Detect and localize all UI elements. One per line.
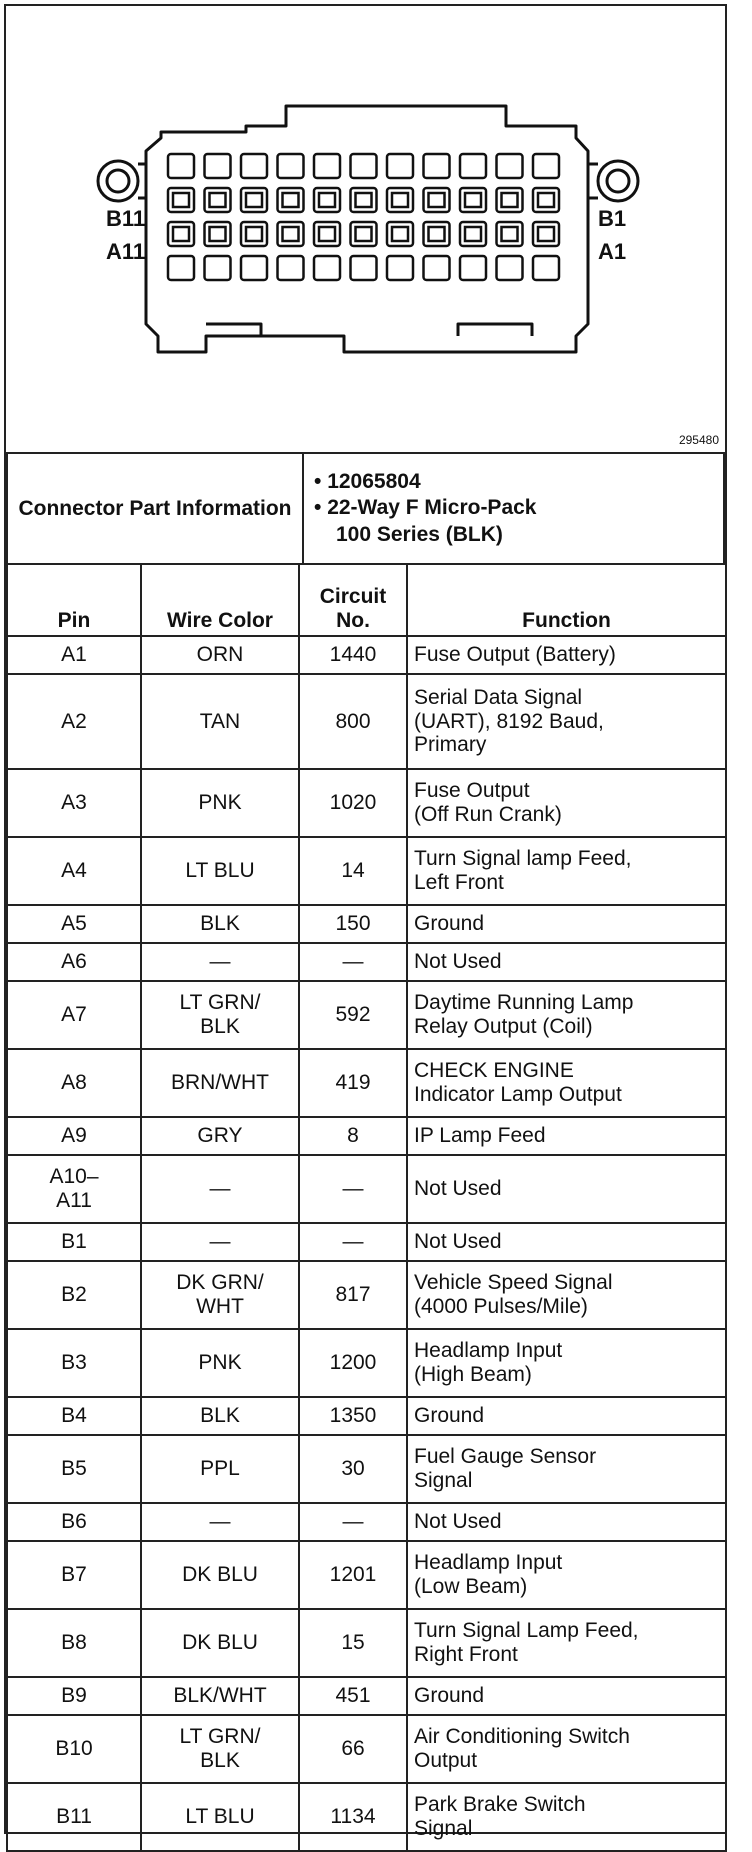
function-line: Park Brake Switch bbox=[414, 1793, 586, 1817]
connector-cavity bbox=[497, 154, 523, 178]
function-line: Ground bbox=[414, 912, 485, 936]
function-cell bbox=[407, 1677, 726, 1715]
pin-cell: B8 bbox=[7, 1609, 141, 1677]
connector-terminal bbox=[173, 193, 189, 207]
connector-terminal bbox=[356, 227, 372, 241]
function-line: Serial Data Signal bbox=[414, 686, 583, 710]
pin-cell: A6 bbox=[7, 943, 141, 981]
circuit-cell: 15 bbox=[299, 1609, 407, 1677]
connector-cavity bbox=[205, 154, 231, 178]
function-cell bbox=[407, 1329, 726, 1397]
header-function: Function bbox=[407, 564, 726, 636]
circuit-cell: 592 bbox=[299, 981, 407, 1049]
connector-cavity bbox=[168, 154, 194, 178]
connector-cavity bbox=[460, 256, 486, 280]
connector-terminal bbox=[173, 227, 189, 241]
header-circuit-line2: No. bbox=[336, 608, 370, 632]
function-line: Headlamp Input bbox=[414, 1339, 563, 1363]
table-row bbox=[7, 636, 726, 674]
table-row bbox=[7, 1329, 726, 1397]
connector-terminal bbox=[392, 227, 408, 241]
pin-cell: A8 bbox=[7, 1049, 141, 1117]
function-line: Signal bbox=[414, 1817, 473, 1840]
circuit-cell: — bbox=[299, 943, 407, 981]
connector-terminal bbox=[538, 193, 554, 207]
pin-cell: A1 bbox=[7, 636, 141, 674]
connector-terminal bbox=[465, 227, 481, 241]
connector-cavity bbox=[314, 154, 340, 178]
wire-color-cell: — bbox=[141, 1155, 299, 1223]
connector-terminal bbox=[210, 193, 226, 207]
function-cell bbox=[407, 1609, 726, 1677]
pin-cell: B10 bbox=[7, 1715, 141, 1783]
function-line: (Off Run Crank) bbox=[414, 803, 562, 826]
circuit-cell: 1440 bbox=[299, 636, 407, 674]
connector-terminal bbox=[502, 227, 518, 241]
connector-description-1: 22-Way F Micro-Pack bbox=[327, 496, 537, 520]
connector-terminal bbox=[429, 227, 445, 241]
pin-cell: A2 bbox=[7, 674, 141, 769]
pin-cell: B6 bbox=[7, 1503, 141, 1541]
connector-cavity bbox=[205, 256, 231, 280]
wire-color-cell: LT GRN/ BLK bbox=[141, 1715, 299, 1783]
connector-cavity bbox=[278, 154, 304, 178]
pin-cell: B5 bbox=[7, 1435, 141, 1503]
connector-terminal bbox=[538, 227, 554, 241]
connector-label-a1: A1 bbox=[598, 239, 627, 264]
function-cell bbox=[407, 1783, 726, 1851]
function-line: (High Beam) bbox=[414, 1363, 532, 1386]
circuit-cell: 1350 bbox=[299, 1397, 407, 1435]
function-line: Not Used bbox=[414, 1177, 502, 1201]
wire-color-cell: PNK bbox=[141, 769, 299, 837]
function-line: Not Used bbox=[414, 1510, 502, 1534]
function-line: Relay Output (Coil) bbox=[414, 1015, 593, 1038]
function-cell bbox=[407, 636, 726, 674]
pin-cell: A10– A11 bbox=[7, 1155, 141, 1223]
table-row bbox=[7, 1155, 726, 1223]
table-row bbox=[7, 1609, 726, 1677]
pin-cell: A5 bbox=[7, 905, 141, 943]
table-row bbox=[7, 981, 726, 1049]
function-line: Headlamp Input bbox=[414, 1551, 563, 1575]
wire-color-cell: LT BLU bbox=[141, 837, 299, 905]
circuit-cell: 150 bbox=[299, 905, 407, 943]
pin-cell: B2 bbox=[7, 1261, 141, 1329]
wire-color-cell: ORN bbox=[141, 636, 299, 674]
function-cell bbox=[407, 943, 726, 981]
wire-color-cell: BLK bbox=[141, 905, 299, 943]
table-row bbox=[7, 943, 726, 981]
table-row bbox=[7, 674, 726, 769]
function-cell bbox=[407, 769, 726, 837]
pin-cell: A3 bbox=[7, 769, 141, 837]
function-line: Ground bbox=[414, 1404, 485, 1428]
connector-cavity bbox=[424, 154, 450, 178]
table-row bbox=[7, 1435, 726, 1503]
connector-cavity bbox=[241, 154, 267, 178]
pin-cell: B3 bbox=[7, 1329, 141, 1397]
circuit-cell: — bbox=[299, 1155, 407, 1223]
function-cell bbox=[407, 1715, 726, 1783]
function-line: (Low Beam) bbox=[414, 1575, 528, 1598]
function-line: Vehicle Speed Signal bbox=[414, 1271, 613, 1295]
function-cell bbox=[407, 981, 726, 1049]
function-line: Fuse Output (Battery) bbox=[414, 643, 616, 667]
table-row bbox=[7, 1715, 726, 1783]
wire-color-cell: PNK bbox=[141, 1329, 299, 1397]
connector-terminal bbox=[210, 227, 226, 241]
pinout-header-row bbox=[7, 564, 726, 636]
connector-cavity bbox=[424, 256, 450, 280]
function-line: Primary bbox=[414, 733, 487, 757]
pinout-table bbox=[6, 563, 727, 1852]
function-line: Signal bbox=[414, 1469, 473, 1492]
circuit-cell: 14 bbox=[299, 837, 407, 905]
function-line: CHECK ENGINE bbox=[414, 1059, 574, 1083]
function-cell bbox=[407, 1503, 726, 1541]
connector-terminal bbox=[319, 227, 335, 241]
part-info-details bbox=[303, 453, 724, 564]
connector-terminal bbox=[429, 193, 445, 207]
connector-cavity bbox=[387, 154, 413, 178]
function-line: Air Conditioning Switch bbox=[414, 1725, 630, 1749]
table-row bbox=[7, 1677, 726, 1715]
circuit-cell: 817 bbox=[299, 1261, 407, 1329]
function-line: Not Used bbox=[414, 950, 502, 974]
function-line: (4000 Pulses/Mile) bbox=[414, 1295, 588, 1318]
wire-color-cell: TAN bbox=[141, 674, 299, 769]
connector-terminal bbox=[246, 227, 262, 241]
pin-cell: B7 bbox=[7, 1541, 141, 1609]
wire-color-cell: — bbox=[141, 1223, 299, 1261]
function-cell bbox=[407, 1397, 726, 1435]
function-line: Turn Signal Lamp Feed, bbox=[414, 1619, 639, 1643]
circuit-cell: 800 bbox=[299, 674, 407, 769]
wire-color-cell: LT BLU bbox=[141, 1783, 299, 1851]
connector-terminal bbox=[319, 193, 335, 207]
header-circuit-line1: Circuit bbox=[319, 584, 387, 608]
function-cell bbox=[407, 1435, 726, 1503]
function-cell bbox=[407, 837, 726, 905]
function-cell bbox=[407, 905, 726, 943]
table-row bbox=[7, 769, 726, 837]
figure-number: 295480 bbox=[678, 433, 719, 447]
table-row bbox=[7, 1541, 726, 1609]
function-line: Turn Signal lamp Feed, bbox=[414, 847, 632, 871]
pin-cell: B11 bbox=[7, 1783, 141, 1851]
table-row bbox=[7, 1783, 726, 1851]
function-line: Fuse Output bbox=[414, 779, 530, 803]
part-number-line: • 12065804 bbox=[314, 470, 421, 494]
header-circuit-no bbox=[299, 564, 407, 636]
function-cell bbox=[407, 674, 726, 769]
part-info-label: Connector Part Information bbox=[7, 453, 303, 564]
circuit-cell: 1020 bbox=[299, 769, 407, 837]
circuit-cell: 8 bbox=[299, 1117, 407, 1155]
circuit-cell: 419 bbox=[299, 1049, 407, 1117]
wire-color-cell: GRY bbox=[141, 1117, 299, 1155]
table-row bbox=[7, 905, 726, 943]
table-row bbox=[7, 837, 726, 905]
function-line: Not Used bbox=[414, 1230, 502, 1254]
table-row bbox=[7, 1261, 726, 1329]
pin-cell: B1 bbox=[7, 1223, 141, 1261]
connector-cavity bbox=[351, 154, 377, 178]
wire-color-cell: BLK bbox=[141, 1397, 299, 1435]
wire-color-cell: DK BLU bbox=[141, 1541, 299, 1609]
connector-part-info bbox=[6, 452, 725, 565]
connector-cavity bbox=[533, 154, 559, 178]
function-line: Fuel Gauge Sensor bbox=[414, 1445, 597, 1469]
table-row bbox=[7, 1223, 726, 1261]
connector-label-a11: A11 bbox=[106, 239, 146, 264]
wire-color-cell: DK BLU bbox=[141, 1609, 299, 1677]
function-line: Daytime Running Lamp bbox=[414, 991, 634, 1015]
connector-cavity bbox=[241, 256, 267, 280]
connector-cavity bbox=[533, 256, 559, 280]
connector-label-b11: B11 bbox=[106, 206, 146, 231]
function-line: IP Lamp Feed bbox=[414, 1124, 546, 1148]
connector-terminal bbox=[465, 193, 481, 207]
connector-description-2: 100 Series (BLK) bbox=[336, 522, 503, 546]
connector-terminal bbox=[356, 193, 372, 207]
connector-label-b1: B1 bbox=[598, 206, 627, 231]
function-line: Right Front bbox=[414, 1643, 518, 1666]
wire-color-cell: — bbox=[141, 1503, 299, 1541]
table-row bbox=[7, 1049, 726, 1117]
circuit-cell: 66 bbox=[299, 1715, 407, 1783]
pin-cell: B9 bbox=[7, 1677, 141, 1715]
circuit-cell: 1134 bbox=[299, 1783, 407, 1851]
connector-terminal bbox=[392, 193, 408, 207]
connector-cavity bbox=[497, 256, 523, 280]
connector-cavity bbox=[168, 256, 194, 280]
connector-cavity bbox=[314, 256, 340, 280]
header-pin: Pin bbox=[7, 564, 141, 636]
connector-cavity bbox=[387, 256, 413, 280]
circuit-cell: — bbox=[299, 1223, 407, 1261]
circuit-cell: 451 bbox=[299, 1677, 407, 1715]
circuit-cell: 1201 bbox=[299, 1541, 407, 1609]
function-line: Indicator Lamp Output bbox=[414, 1083, 622, 1106]
function-cell bbox=[407, 1223, 726, 1261]
circuit-cell: 1200 bbox=[299, 1329, 407, 1397]
function-line: Ground bbox=[414, 1684, 485, 1708]
wire-color-cell: DK GRN/ WHT bbox=[141, 1261, 299, 1329]
wire-color-cell: — bbox=[141, 943, 299, 981]
function-cell bbox=[407, 1155, 726, 1223]
table-row bbox=[7, 1397, 726, 1435]
connector-sheet bbox=[4, 4, 727, 1840]
function-cell bbox=[407, 1261, 726, 1329]
function-cell bbox=[407, 1049, 726, 1117]
circuit-cell: — bbox=[299, 1503, 407, 1541]
connector-cavity bbox=[460, 154, 486, 178]
circuit-cell: 30 bbox=[299, 1435, 407, 1503]
connector-cavity bbox=[351, 256, 377, 280]
pin-cell: A7 bbox=[7, 981, 141, 1049]
wire-color-cell: BRN/WHT bbox=[141, 1049, 299, 1117]
connector-terminal bbox=[246, 193, 262, 207]
table-row bbox=[7, 1503, 726, 1541]
pin-cell: B4 bbox=[7, 1397, 141, 1435]
pin-cell: A4 bbox=[7, 837, 141, 905]
connector-cavity bbox=[278, 256, 304, 280]
connector-diagram bbox=[6, 6, 725, 454]
function-line: Left Front bbox=[414, 871, 504, 894]
part-number: 12065804 bbox=[327, 470, 421, 494]
table-row bbox=[7, 1117, 726, 1155]
wire-color-cell: PPL bbox=[141, 1435, 299, 1503]
function-cell bbox=[407, 1541, 726, 1609]
connector-terminal bbox=[283, 227, 299, 241]
function-line: Output bbox=[414, 1749, 478, 1772]
connector-terminal bbox=[502, 193, 518, 207]
function-line: (UART), 8192 Baud, bbox=[414, 709, 604, 733]
description-line: • 22-Way F Micro-Pack bbox=[314, 496, 537, 520]
function-cell bbox=[407, 1117, 726, 1155]
connector-terminal bbox=[283, 193, 299, 207]
wire-color-cell: LT GRN/ BLK bbox=[141, 981, 299, 1049]
pin-cell: A9 bbox=[7, 1117, 141, 1155]
wire-color-cell: BLK/WHT bbox=[141, 1677, 299, 1715]
header-wire-color: Wire Color bbox=[141, 564, 299, 636]
